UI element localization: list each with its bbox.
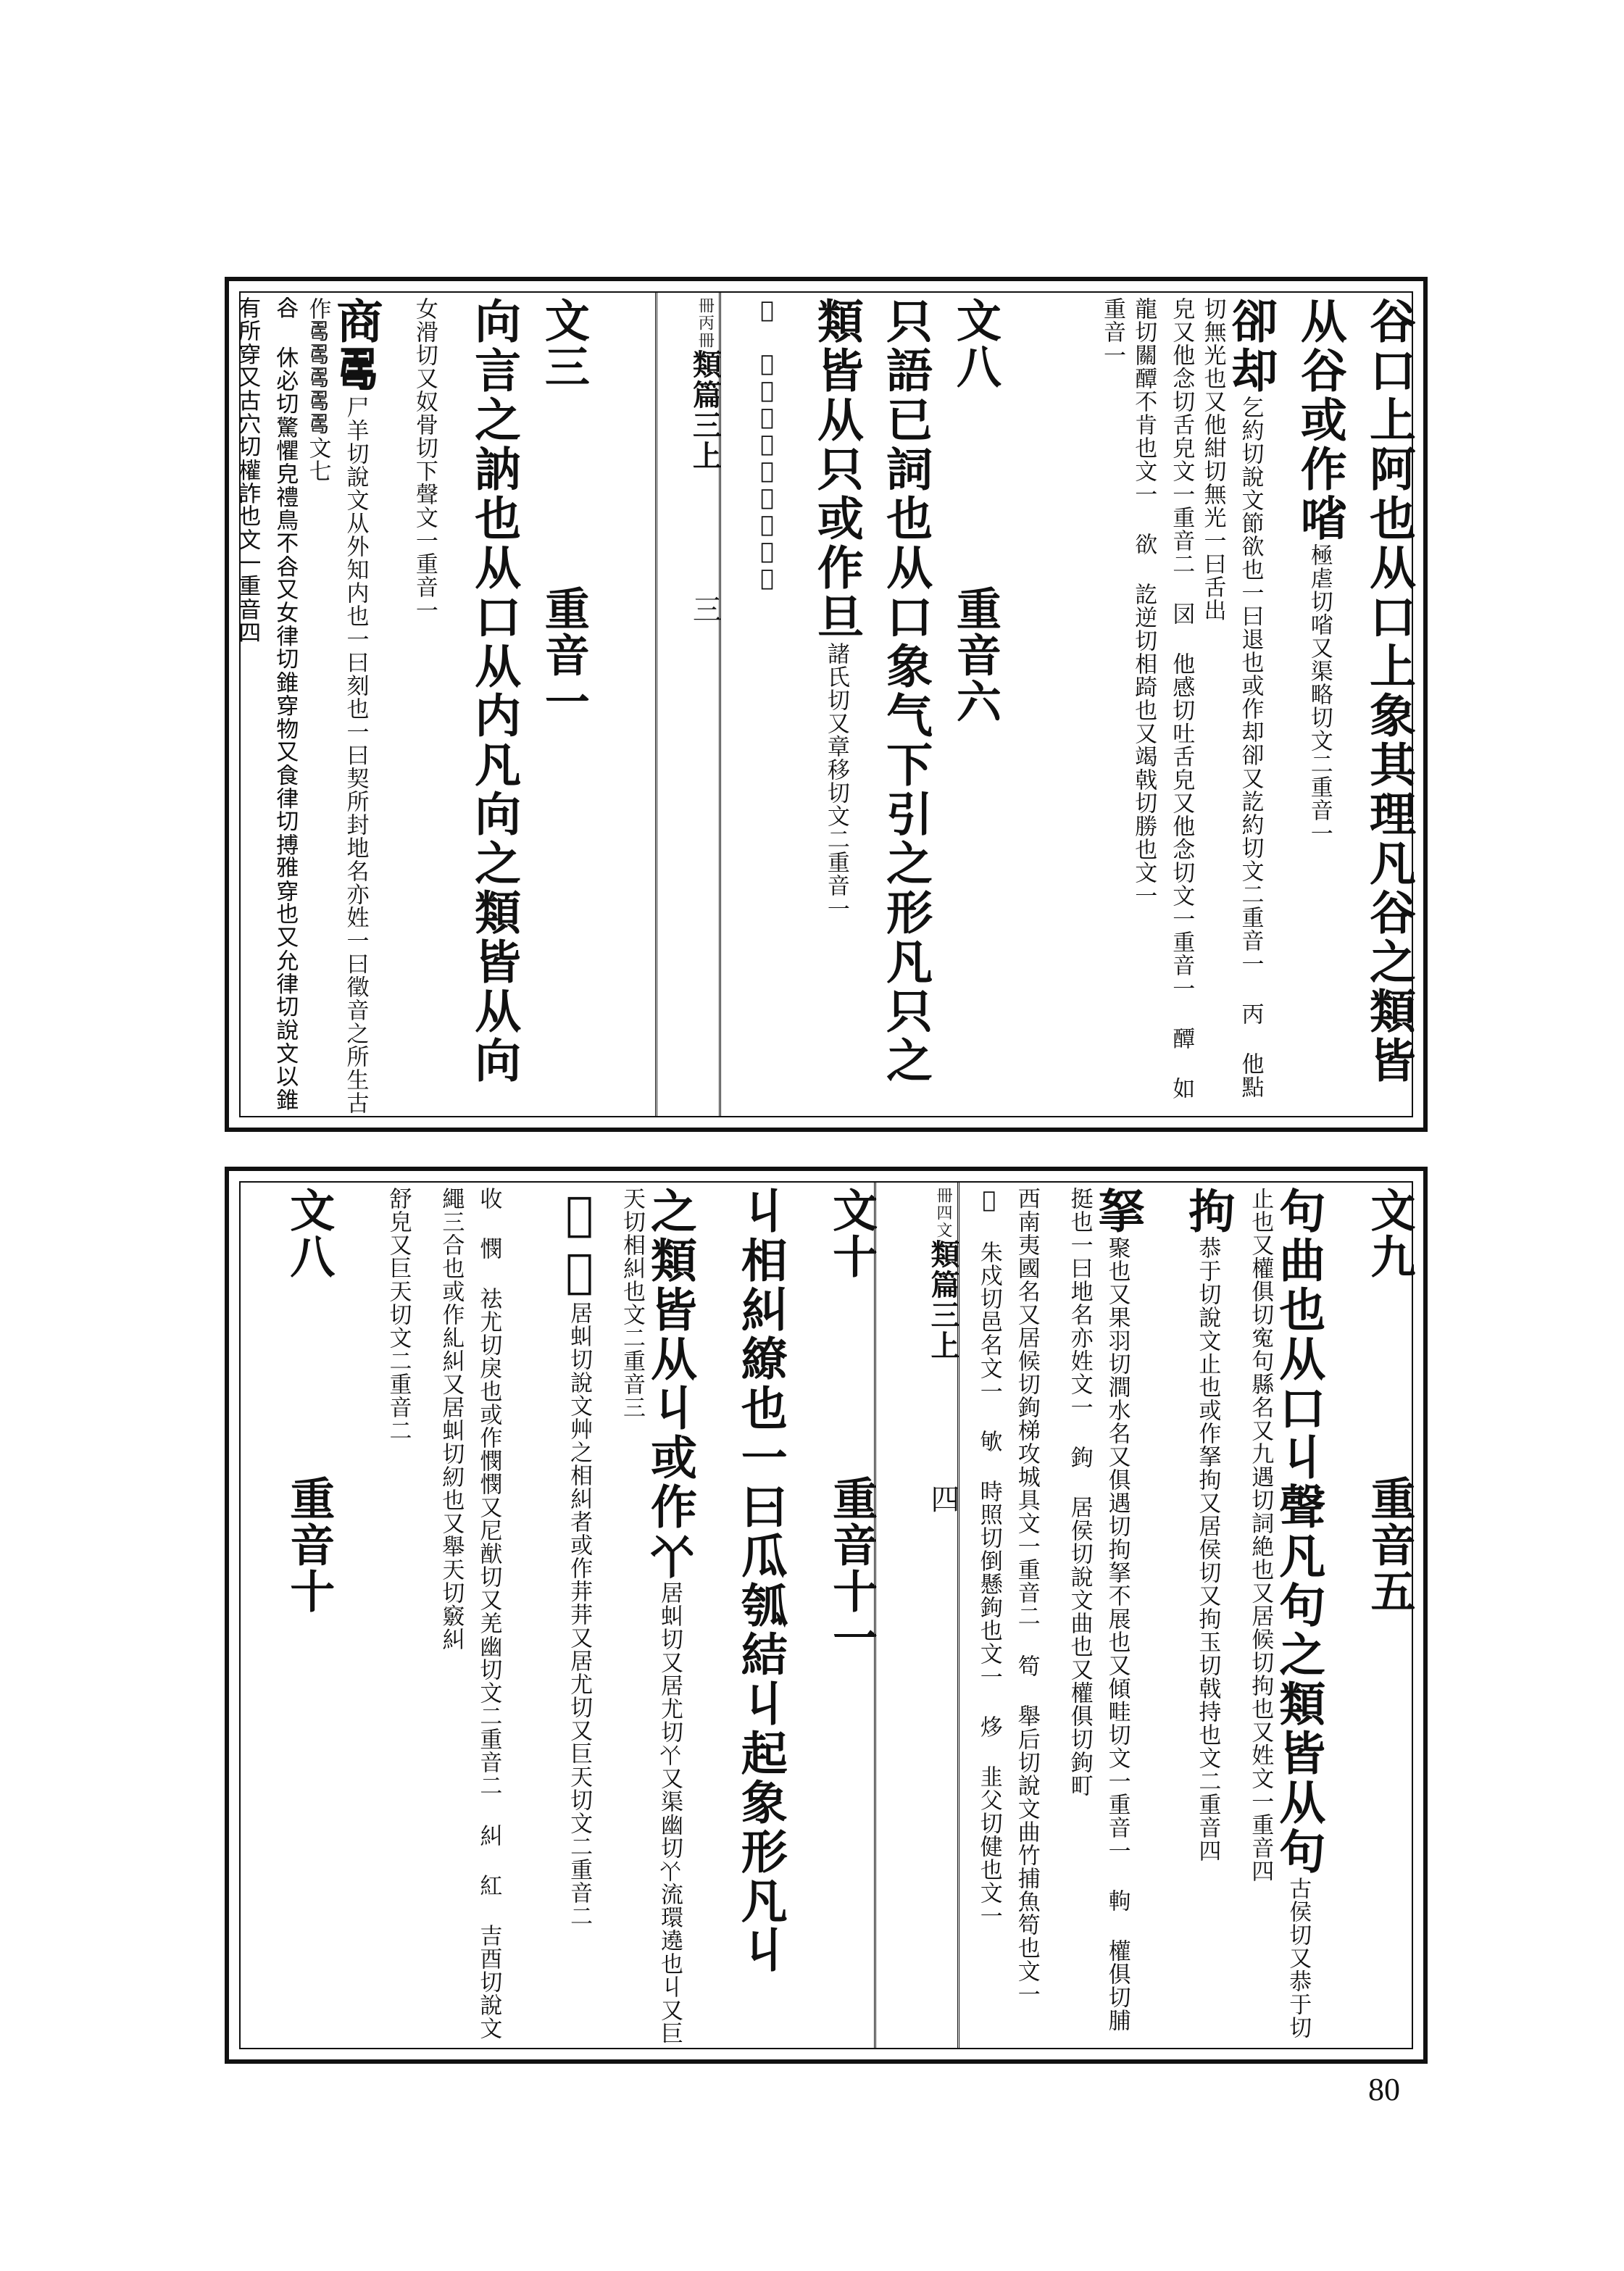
headword-text: 類皆从只或作旦 (809, 297, 864, 642)
volume-label: 類篇三上 (688, 349, 723, 471)
reading-count: 重音十 (282, 1475, 336, 1614)
text-column (422, 1183, 512, 2048)
headword-text: 丩相糾繚也一曰瓜瓠結丩起象形凡丩 (733, 1187, 788, 1975)
char-count: 文八 (282, 1187, 336, 1280)
annotation-text: 重音一 (1099, 297, 1125, 367)
leaf-number: 四 (925, 1484, 959, 1514)
annotation-text: 乞約切說文節欲也一曰退也或作却卻又訖約切文二重音一 丙 他點切無光也又他紺切無光一曰舌出 (1199, 297, 1264, 1099)
text-column (236, 293, 309, 1116)
reading-count: 重音六 (949, 586, 1002, 725)
annotation-text: 聚也又果羽切澗水名又俱遇切拘拏不展也又傾畦切文一重音一 軥 權俱切脯挺也一曰地名亦姓文一 鉤 居侯切說文曲也又權俱切鉤町 (1066, 1187, 1130, 2032)
center-fold (874, 1183, 959, 2048)
annotation-text: 諸氏切又章移切文二重音一 (823, 642, 849, 920)
annotation-text: 尸羊切說文从外知内也一曰刻也一曰契所封地名亦姓一曰徵音之所生古作𠷎𠷎𠷎𠷎𠷎文七 (304, 297, 369, 1114)
annotation-text: 古侯切又恭于切止也又權俱切寃句縣名又九遇切詞絶也又居候切拘也又姓文一重音四 (1247, 1187, 1312, 2039)
text-column (721, 293, 790, 1116)
reading-count: 重音五 (1363, 1475, 1416, 1614)
char-count: 文三 (537, 297, 591, 390)
text-column (1130, 293, 1204, 1116)
annotation-text: 居虯切又居尤切𠁥又渠幽切𠁥流環遶也丩又巨天切相糾也文二重音三 (618, 1187, 683, 2045)
headword-text: 拏 (1090, 1187, 1145, 1236)
annotation-text: 居虯切說文艸之相糾者或作茾茾又居尤切又巨天切文二重音二 (566, 1301, 593, 1928)
char-count: 文八 (949, 297, 1002, 390)
fold-mark: 冊丙冊 (696, 297, 715, 349)
text-column (1199, 293, 1278, 1116)
annotation-text: 極虐切㗂又渠略切文二重音一 (1306, 543, 1333, 845)
headword-text: 从谷或作㗂 (1292, 297, 1347, 543)
summary-column (928, 293, 1002, 1116)
bottom-panel (225, 1167, 1428, 2064)
text-column (1050, 1183, 1145, 2048)
char-count: 文十 (825, 1187, 878, 1280)
bottom-columns (241, 1183, 1416, 2048)
annotation-text: 恭于切說文止也或作拏拘又居侯切又拘玉切戟持也文二重音四 (1194, 1236, 1221, 1862)
headword-text: 商𠷎 (328, 297, 383, 396)
summary-column (517, 293, 591, 1116)
annotation-text: 女滑切又奴骨切下聲文一重音一 (411, 297, 438, 622)
top-columns (236, 293, 1416, 1116)
headword-text: 之類皆从丩或作𠁥 (642, 1187, 697, 1581)
reading-count: 重音一 (537, 586, 591, 725)
annotation-text: 皃又他念切舌皃文一重音二 㘝 他感切吐舌皃又他念切文一重音一 醰 如龍切關醰不肯也文一 欲 訖逆切相踦也又竭戟切勝也文一 (1130, 297, 1195, 1100)
text-column (448, 293, 522, 1116)
headword-text: 向言之訥也从口从内凡向之類皆从向 (467, 297, 522, 1086)
text-column (602, 1183, 697, 2048)
summary-column (783, 1183, 878, 2048)
annotation-text: 收 憫 祛尤切戾也或作憫憫又尼猷切又羌幽切文二重音二 糾 紅 吉酉切說文繩三合也或作糺糾又居虯切紉也又舉天切竅糾 (438, 1187, 502, 2040)
summary-column (241, 1183, 336, 2048)
text-column (791, 293, 864, 1116)
volume-label: 類篇三上 (925, 1239, 960, 1361)
text-column (512, 1183, 607, 2048)
text-column (859, 293, 933, 1116)
text-column (959, 1183, 1050, 2048)
text-column (304, 293, 383, 1116)
headword-text: 卻却 (1223, 297, 1278, 396)
text-column (1067, 293, 1136, 1116)
summary-column (1321, 1183, 1416, 2048)
text-column (1273, 293, 1347, 1116)
text-column (1141, 1183, 1236, 2048)
headword-text: 谷口上阿也从口上象其理凡谷之類皆 (1362, 297, 1416, 1086)
bottom-panel-frame (239, 1181, 1416, 2049)
annotation-text: 西南夷國名又居候切鉤梯攻城具文一重音二 笱 舉后切說文曲竹捕魚笱也文一 𦙜 朱戍切邑名文一 㰬 時照切倒懸鉤也文一 㶴 韭父切健也文一 (975, 1187, 1040, 2006)
center-fold (655, 293, 722, 1116)
top-panel (225, 277, 1428, 1132)
annotation-text: 𧮫 休必切驚懼皃禮鳥不𧮫又女律切錐穿物又食律切搏雅穿也又允律切說文以錐有所穿又古穴切權詐也文一重音四 (236, 297, 300, 1112)
leaf-number: 三 (688, 594, 722, 625)
text-column (693, 1183, 788, 2048)
text-column (331, 1183, 422, 2048)
fold-mark: 冊四文 (933, 1187, 952, 1239)
top-panel-frame (236, 291, 1416, 1117)
reading-count: 重音十一 (825, 1475, 878, 1661)
text-column (1231, 1183, 1326, 2048)
annotation-text: 𠭺 醠經切說文聲也文一 (754, 297, 780, 592)
text-column (1343, 293, 1416, 1116)
headword-text: 𦭍茾 (552, 1187, 607, 1301)
text-column (586, 293, 654, 1116)
page-number: 80 (1368, 2072, 1400, 2107)
headword-text: 句曲也从口丩聲凡句之類皆从句 (1271, 1187, 1326, 1877)
headword-text: 拘 (1180, 1187, 1236, 1236)
char-count: 文九 (1363, 1187, 1416, 1280)
headword-text: 只語已詞也从口象气下引之形凡只之 (878, 297, 933, 1086)
annotation-text: 舒皃又巨天切文二重音二 (385, 1187, 412, 1442)
text-column (379, 293, 448, 1116)
text-column (997, 293, 1066, 1116)
